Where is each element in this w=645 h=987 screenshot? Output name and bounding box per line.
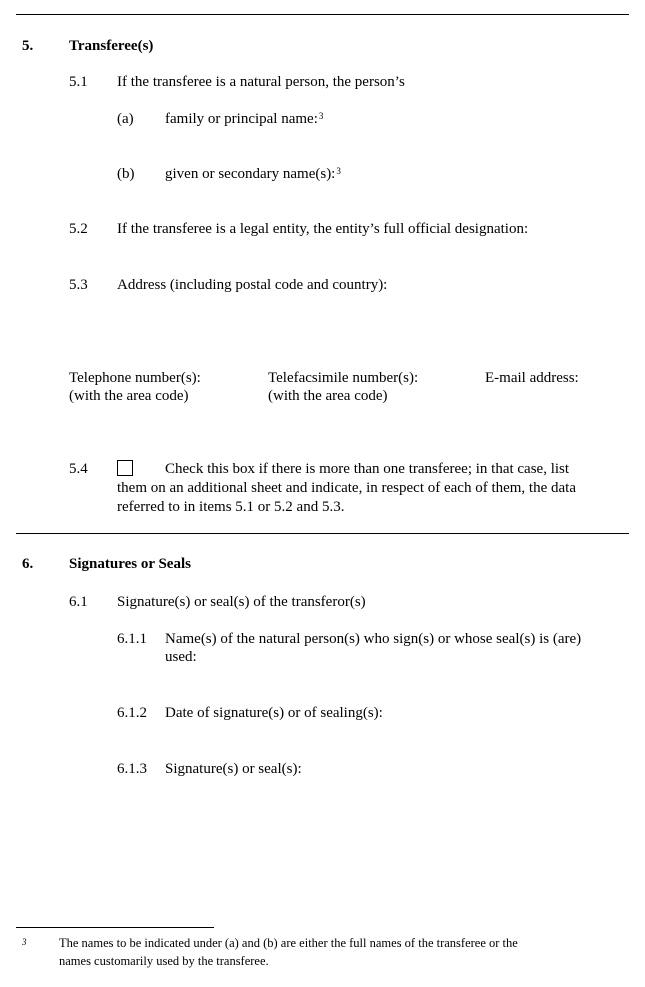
item-6-1-1-line2: used: <box>165 649 197 665</box>
multiple-transferees-checkbox[interactable] <box>117 460 133 476</box>
item-6-1-text: Signature(s) or seal(s) of the transferor(s) <box>117 594 366 610</box>
telephone-sublabel: (with the area code) <box>69 388 189 404</box>
item-6-1-1-line1: Name(s) of the natural person(s) who sign(s) or whose seal(s) is (are) <box>165 631 582 647</box>
footnote-ref: 3 <box>318 111 324 121</box>
item-6-1-1-number: 6.1.1 <box>117 631 147 647</box>
footnote-ref: 3 <box>336 166 341 176</box>
item-5-1-text: If the transferee is a natural person, the person’s <box>117 74 405 90</box>
footnote-mark: 3 <box>22 937 27 947</box>
section-5-number: 5. <box>22 38 34 54</box>
item-5-4-line1: Check this box if there is more than one transferee; in that case, list <box>165 461 570 477</box>
item-5-3-number: 5.3 <box>69 277 88 293</box>
item-6-1-number: 6.1 <box>69 594 88 610</box>
item-6-1-3-text: Signature(s) or seal(s): <box>165 761 302 777</box>
item-5-1-b-text <box>165 165 341 183</box>
footnote-divider <box>16 927 214 928</box>
telephone-label: Telephone number(s): <box>69 370 201 386</box>
telefacsimile-label: Telefacsimile number(s): <box>268 370 419 386</box>
footnote-line2: names customarily used by the transferee. <box>59 954 269 968</box>
item-6-1-2-text: Date of signature(s) or of sealing(s): <box>165 705 383 721</box>
item-5-3-text: Address (including postal code and country): <box>117 277 388 293</box>
email-label: E-mail address: <box>485 370 579 386</box>
item-5-2-text: If the transferee is a legal entity, the entity’s full official designation: <box>117 221 529 237</box>
item-6-1-2-number: 6.1.2 <box>117 705 147 721</box>
given-name-label: given or secondary name(s): <box>165 166 336 182</box>
item-5-4-line3: referred to in items 5.1 or 5.2 and 5.3. <box>117 499 345 515</box>
item-5-4-line2: them on an additional sheet and indicate, in respect of each of them, the data <box>117 480 576 496</box>
telefacsimile-sublabel: (with the area code) <box>268 388 388 404</box>
item-5-2-number: 5.2 <box>69 221 88 237</box>
top-divider <box>16 14 629 15</box>
section-divider <box>16 533 629 534</box>
item-5-1-b-label: (b) <box>117 166 135 182</box>
section-6-number: 6. <box>22 556 34 572</box>
family-name-label: family or principal name: <box>165 111 318 127</box>
footnote-line1: The names to be indicated under (a) and (b) are either the full names of the transferee or the <box>59 936 518 950</box>
item-5-1-a-label: (a) <box>117 111 134 127</box>
item-5-1-a-text <box>165 110 323 128</box>
item-6-1-3-number: 6.1.3 <box>117 761 147 777</box>
section-5-title: Transferee(s) <box>69 38 154 54</box>
section-6-title: Signatures or Seals <box>69 556 191 572</box>
item-5-1-number: 5.1 <box>69 74 88 90</box>
item-5-4-number: 5.4 <box>69 461 88 477</box>
